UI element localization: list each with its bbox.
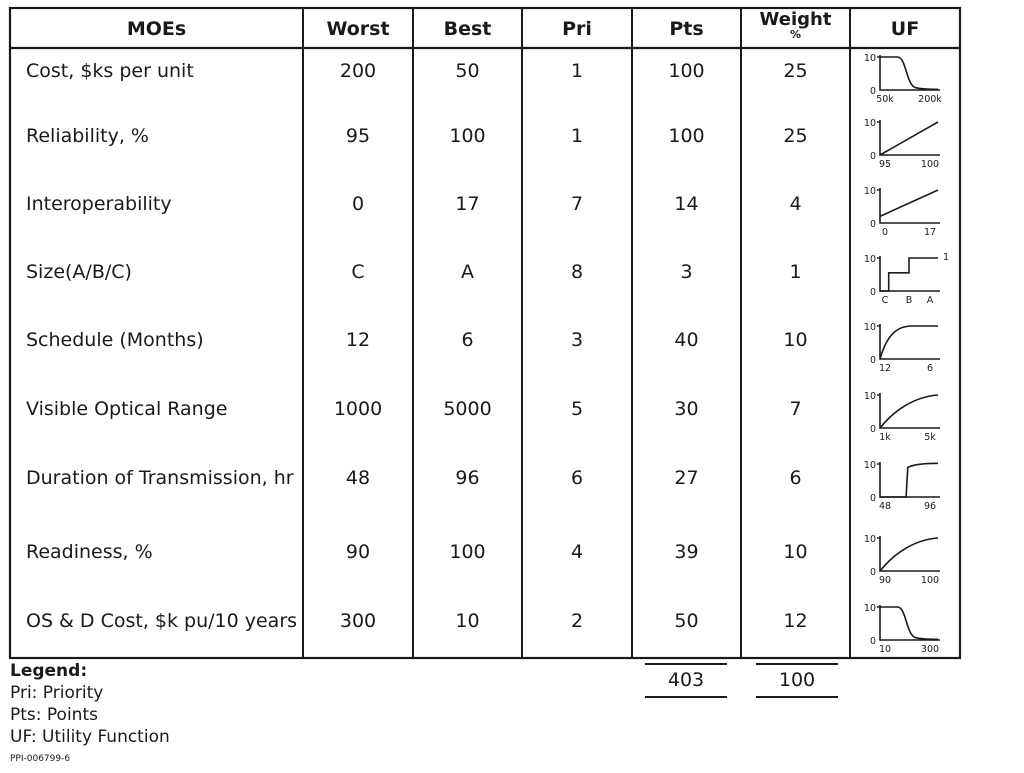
figure-id: PPI-006799-6 xyxy=(10,754,71,764)
uf-curve xyxy=(880,395,938,428)
cell-pts: 100 xyxy=(668,60,705,82)
cell-pts: 40 xyxy=(674,329,699,351)
uf-xmax-label: 100 xyxy=(920,575,940,586)
cell-worst: 95 xyxy=(345,125,371,147)
cell-pri: 3 xyxy=(570,329,584,351)
cell-pri: 6 xyxy=(570,467,584,489)
uf-curve xyxy=(880,326,938,359)
cell-pri: 4 xyxy=(570,541,584,563)
moe-label: Readiness, % xyxy=(26,541,153,563)
uf-ymax-label: 10 xyxy=(863,391,876,402)
cell-worst: 0 xyxy=(351,193,365,215)
cell-worst: 12 xyxy=(345,329,371,351)
cell-pts: 30 xyxy=(674,398,699,420)
cell-best: 6 xyxy=(461,329,474,351)
cell-worst: 90 xyxy=(345,541,371,563)
uf-xmax-label: A xyxy=(926,295,934,306)
uf-xmin-label: 95 xyxy=(878,159,892,170)
utility-function-chart xyxy=(856,317,956,379)
uf-xmin-label: 50k xyxy=(876,94,894,105)
uf-ymax-label: 10 xyxy=(863,118,876,129)
uf-xmax-label: 96 xyxy=(923,501,937,512)
moe-label: Interoperability xyxy=(26,193,172,215)
uf-top-label: 1 xyxy=(942,252,950,263)
utility-function-chart xyxy=(856,455,956,517)
utility-function-chart xyxy=(856,598,956,660)
uf-axis xyxy=(880,393,940,428)
cell-best: 100 xyxy=(449,541,486,563)
uf-ymax-label: 10 xyxy=(863,460,876,471)
cell-weight: 7 xyxy=(789,398,802,420)
cell-pri: 8 xyxy=(570,261,584,283)
cell-pri: 5 xyxy=(570,398,584,420)
utility-function-chart xyxy=(856,249,956,311)
legend-item-points: Pts: Points xyxy=(10,705,98,725)
cell-worst: 300 xyxy=(339,610,377,632)
uf-curve xyxy=(880,463,938,497)
uf-ymax-label: 10 xyxy=(863,254,876,265)
uf-curve xyxy=(880,607,938,639)
uf-xmax-label: 200k xyxy=(918,94,942,105)
uf-curve xyxy=(880,190,938,216)
legend-item-priority: Pri: Priority xyxy=(10,683,104,703)
uf-ymax-label: 10 xyxy=(863,322,876,333)
uf-xmid-label: B xyxy=(905,295,913,306)
moe-label: OS & D Cost, $k pu/10 years xyxy=(26,610,298,632)
uf-xmin-label: 12 xyxy=(878,363,892,374)
cell-best: A xyxy=(461,261,474,283)
cell-weight: 1 xyxy=(789,261,802,283)
uf-axis xyxy=(880,605,940,640)
uf-ymin-label: 0 xyxy=(869,355,876,366)
uf-ymin-label: 0 xyxy=(869,567,876,578)
cell-worst: 200 xyxy=(339,60,377,82)
uf-xmin-label: C xyxy=(881,295,889,306)
cell-pri: 1 xyxy=(570,60,584,82)
cell-weight: 6 xyxy=(789,467,802,489)
uf-ymin-label: 0 xyxy=(869,86,876,97)
utility-function-chart xyxy=(856,386,956,448)
uf-ymin-label: 0 xyxy=(869,219,876,230)
cell-pts: 3 xyxy=(680,261,693,283)
header-weight: Weight xyxy=(759,9,832,30)
total-pts: 403 xyxy=(667,669,705,691)
moe-label: Duration of Transmission, hr xyxy=(26,467,294,489)
cell-best: 5000 xyxy=(443,398,492,420)
uf-ymax-label: 10 xyxy=(863,603,876,614)
header-best: Best xyxy=(443,18,492,40)
uf-curve xyxy=(880,122,938,155)
uf-xmin-label: 10 xyxy=(878,644,892,655)
cell-best: 17 xyxy=(455,193,480,215)
moe-label: Visible Optical Range xyxy=(26,398,228,420)
cell-weight: 12 xyxy=(783,610,808,632)
cell-best: 10 xyxy=(455,610,480,632)
header-uf: UF xyxy=(890,18,920,40)
uf-ymax-label: 10 xyxy=(863,186,876,197)
uf-curve xyxy=(880,57,938,89)
cell-weight: 10 xyxy=(783,329,808,351)
cell-best: 96 xyxy=(455,467,480,489)
legend-title: Legend: xyxy=(10,661,88,681)
cell-pri: 1 xyxy=(570,125,584,147)
header-pts: Pts xyxy=(669,18,704,40)
cell-pts: 27 xyxy=(674,467,699,489)
uf-xmax-label: 17 xyxy=(923,227,937,238)
legend xyxy=(10,660,170,748)
cell-worst: 1000 xyxy=(333,398,383,420)
utility-function-chart xyxy=(856,113,956,175)
uf-xmax-label: 5k xyxy=(924,432,936,443)
uf-xmin-label: 0 xyxy=(881,227,889,238)
uf-ymin-label: 0 xyxy=(869,493,876,504)
moe-label: Reliability, % xyxy=(26,125,149,147)
cell-worst: 48 xyxy=(345,467,371,489)
uf-xmin-label: 1k xyxy=(879,432,891,443)
uf-xmin-label: 48 xyxy=(878,501,892,512)
uf-ymin-label: 0 xyxy=(869,424,876,435)
uf-curve xyxy=(880,538,938,571)
cell-weight: 4 xyxy=(789,193,802,215)
moe-label: Schedule (Months) xyxy=(26,329,204,351)
uf-axis xyxy=(880,55,940,90)
cell-weight: 25 xyxy=(783,125,808,147)
utility-function-chart xyxy=(856,48,956,110)
cell-pts: 100 xyxy=(668,125,705,147)
cell-pts: 39 xyxy=(674,541,699,563)
uf-xmin-label: 90 xyxy=(878,575,892,586)
uf-ymax-label: 10 xyxy=(863,534,876,545)
cell-worst: C xyxy=(351,261,365,283)
uf-ymax-label: 10 xyxy=(863,53,876,64)
cell-best: 50 xyxy=(455,60,480,82)
cell-pts: 50 xyxy=(674,610,699,632)
utility-function-chart xyxy=(856,529,956,591)
uf-curve xyxy=(880,258,938,291)
cell-pri: 7 xyxy=(570,193,584,215)
header-weight-unit: % xyxy=(789,28,802,41)
cell-weight: 10 xyxy=(783,541,808,563)
uf-ymin-label: 0 xyxy=(869,636,876,647)
header-moes: MOEs xyxy=(126,18,187,40)
cell-weight: 25 xyxy=(783,60,808,82)
uf-xmax-label: 100 xyxy=(920,159,940,170)
total-weight: 100 xyxy=(778,669,816,691)
cell-pts: 14 xyxy=(674,193,699,215)
cell-best: 100 xyxy=(449,125,486,147)
uf-xmax-label: 6 xyxy=(926,363,934,374)
utility-function-chart xyxy=(856,181,956,243)
uf-axis xyxy=(880,324,940,359)
legend-item-utility-function: UF: Utility Function xyxy=(10,727,170,747)
moe-label: Cost, $ks per unit xyxy=(26,60,194,82)
header-worst: Worst xyxy=(326,18,390,40)
uf-axis xyxy=(880,536,940,571)
uf-ymin-label: 0 xyxy=(869,287,876,298)
uf-ymin-label: 0 xyxy=(869,151,876,162)
moe-label: Size(A/B/C) xyxy=(26,261,132,283)
cell-pri: 2 xyxy=(570,610,584,632)
uf-xmax-label: 300 xyxy=(920,644,940,655)
header-pri: Pri xyxy=(562,18,592,40)
